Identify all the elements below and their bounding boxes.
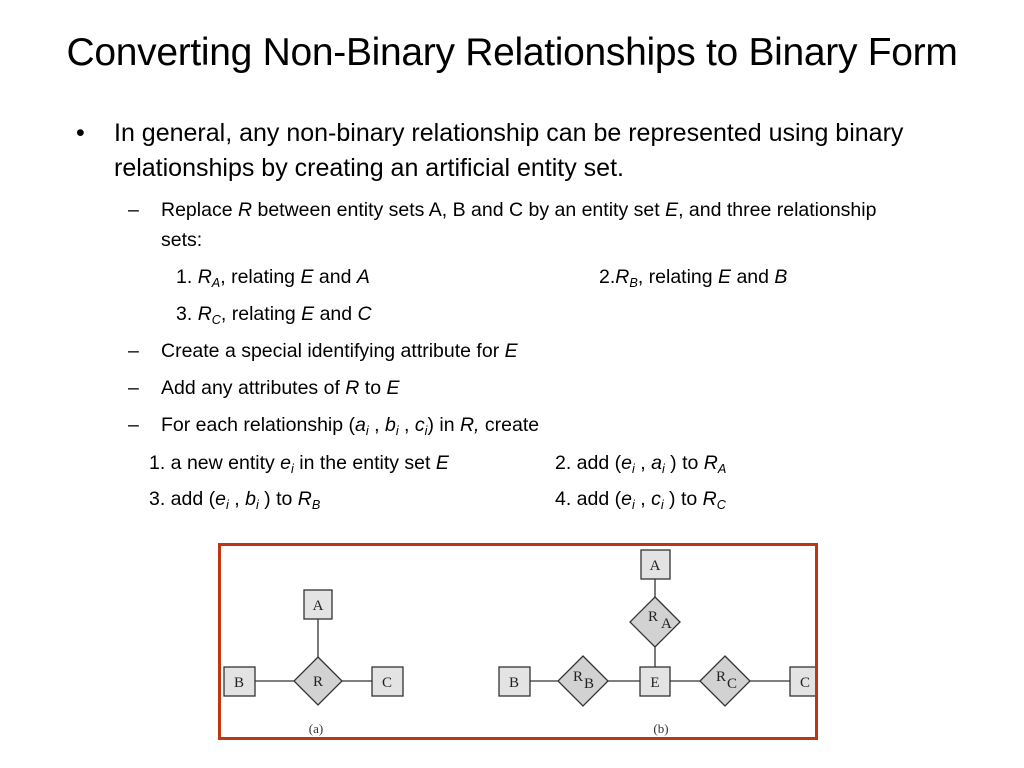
- dash: –: [128, 414, 139, 436]
- entity-c-label: C: [381, 675, 393, 691]
- relationship-rc-label: R: [715, 669, 727, 685]
- entity-b-b-label: B: [508, 675, 520, 691]
- entity-a-label: A: [312, 598, 324, 614]
- relationship-rb-sub: B: [584, 676, 595, 692]
- dash: –: [128, 377, 139, 399]
- relationship-set-3: 3. $R_C$, relating E and C: [176, 303, 372, 327]
- er-diagram-svg: [221, 546, 815, 737]
- caption-a: (a): [308, 721, 324, 736]
- bullet-dot: •: [76, 119, 85, 147]
- er-diagram-figure: [218, 543, 818, 740]
- relationship-rc-sub: C: [727, 676, 738, 692]
- entity-b-label: B: [233, 675, 245, 691]
- dash: –: [128, 199, 139, 221]
- dash: –: [128, 340, 139, 362]
- relationship-ra-label: R: [647, 609, 659, 625]
- entity-e-label: E: [650, 675, 660, 691]
- entity-b-c-label: C: [799, 675, 811, 691]
- relationship-r-label: R: [312, 674, 324, 690]
- step-3: 3. add ($e_i$ , $b_i$ ) to $R_B$: [149, 488, 321, 512]
- relationship-set-1: 1. $R_A$, relating E and A: [176, 266, 370, 290]
- entity-b-a-label: A: [649, 558, 661, 574]
- sub-bullet-replace-text: Replace R between entity sets A, B and C by an entity set E, and three relationship sets:: [161, 199, 877, 251]
- main-bullet-text: In general, any non-binary relationship can be represented using binary relationships by creating an artificial entity set.: [114, 119, 904, 182]
- step-4: 4. add ($e_i$ , $c_i$ ) to $R_C$: [555, 488, 726, 512]
- relationship-rb-label: R: [572, 669, 584, 685]
- caption-b: (b): [653, 721, 669, 736]
- relationship-ra-sub: A: [661, 616, 672, 632]
- step-2: 2. add ($e_i$ , $a_i$ ) to $R_A$: [555, 452, 727, 476]
- slide-title: Converting Non-Binary Relationships to Binary Form: [66, 31, 958, 74]
- step-1: 1. a new entity $e_i$ in the entity set E: [149, 452, 449, 476]
- relationship-set-2: $2.R_B$, relating E and B: [599, 266, 788, 290]
